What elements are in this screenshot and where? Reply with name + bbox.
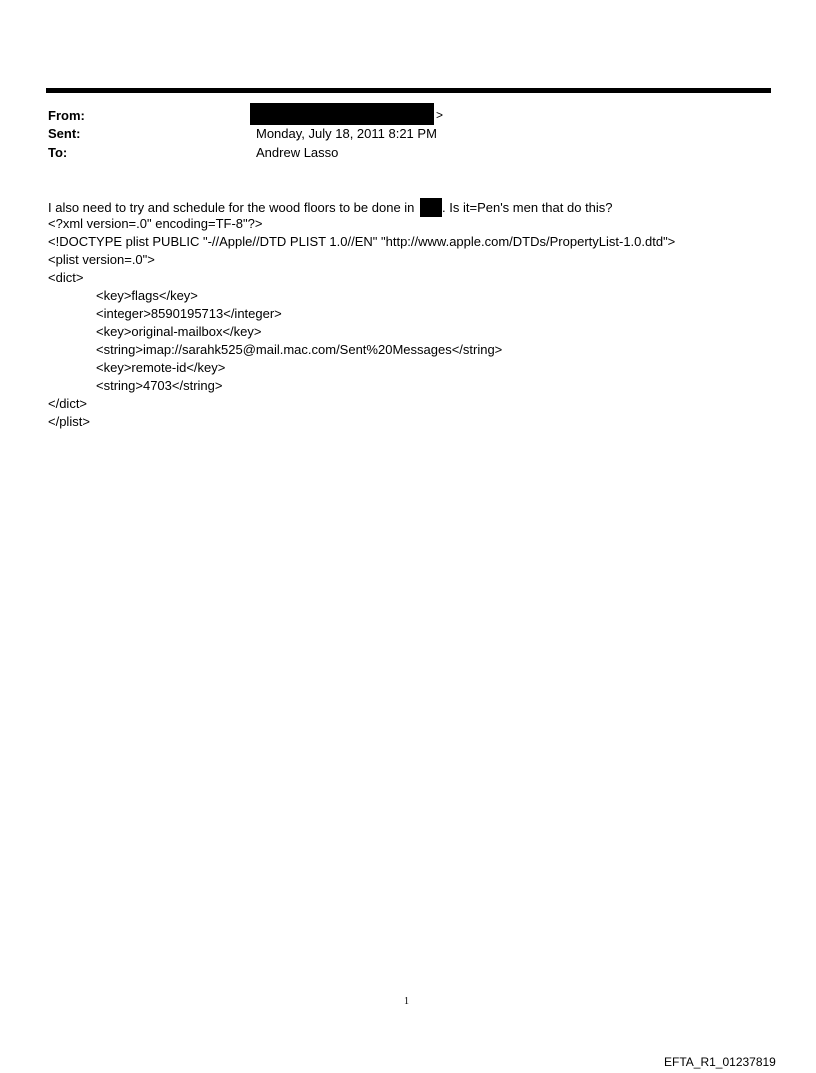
bates-number: EFTA_R1_01237819 <box>664 1055 776 1069</box>
from-redaction <box>250 103 434 125</box>
plist-open-line: <plist version=.0"> <box>48 252 155 267</box>
plist-close-line: </plist> <box>48 414 90 429</box>
sent-label: Sent: <box>48 126 81 141</box>
to-label: To: <box>48 145 68 160</box>
body-text-before-redaction: I also need to try and schedule for the wood floors to be done in <box>48 200 419 215</box>
from-value: > <box>436 108 444 122</box>
key-mailbox-line: <key>original-mailbox</key> <box>96 324 262 339</box>
page-number: 1 <box>404 996 409 1007</box>
key-remote-id-line: <key>remote-id</key> <box>96 360 226 375</box>
header-rule <box>46 88 771 93</box>
body-text-after-redaction: . Is it=Pen's men that do this? <box>442 200 613 215</box>
dict-close-line: </dict> <box>48 396 88 411</box>
doctype-line: <!DOCTYPE plist PUBLIC "-//Apple//DTD PLIST 1.0//EN" "http://www.apple.com/DTDs/PropertyList-1.0.dtd"> <box>48 234 676 249</box>
integer-line: <integer>8590195713</integer> <box>96 306 282 321</box>
sent-value: Monday, July 18, 2011 8:21 PM <box>256 126 437 141</box>
body-line-1 <box>48 198 613 217</box>
to-value: Andrew Lasso <box>256 145 339 160</box>
string-mailbox-line: <string>imap://sarahk525@mail.mac.com/Sent%20Messages</string> <box>96 342 503 357</box>
string-remote-id-line: <string>4703</string> <box>96 378 223 393</box>
xml-declaration-line: <?xml version=.0" encoding=TF-8"?> <box>48 216 263 231</box>
from-label: From: <box>48 108 85 123</box>
key-flags-line: <key>flags</key> <box>96 288 198 303</box>
dict-open-line: <dict> <box>48 270 84 285</box>
inline-redaction <box>420 198 442 217</box>
